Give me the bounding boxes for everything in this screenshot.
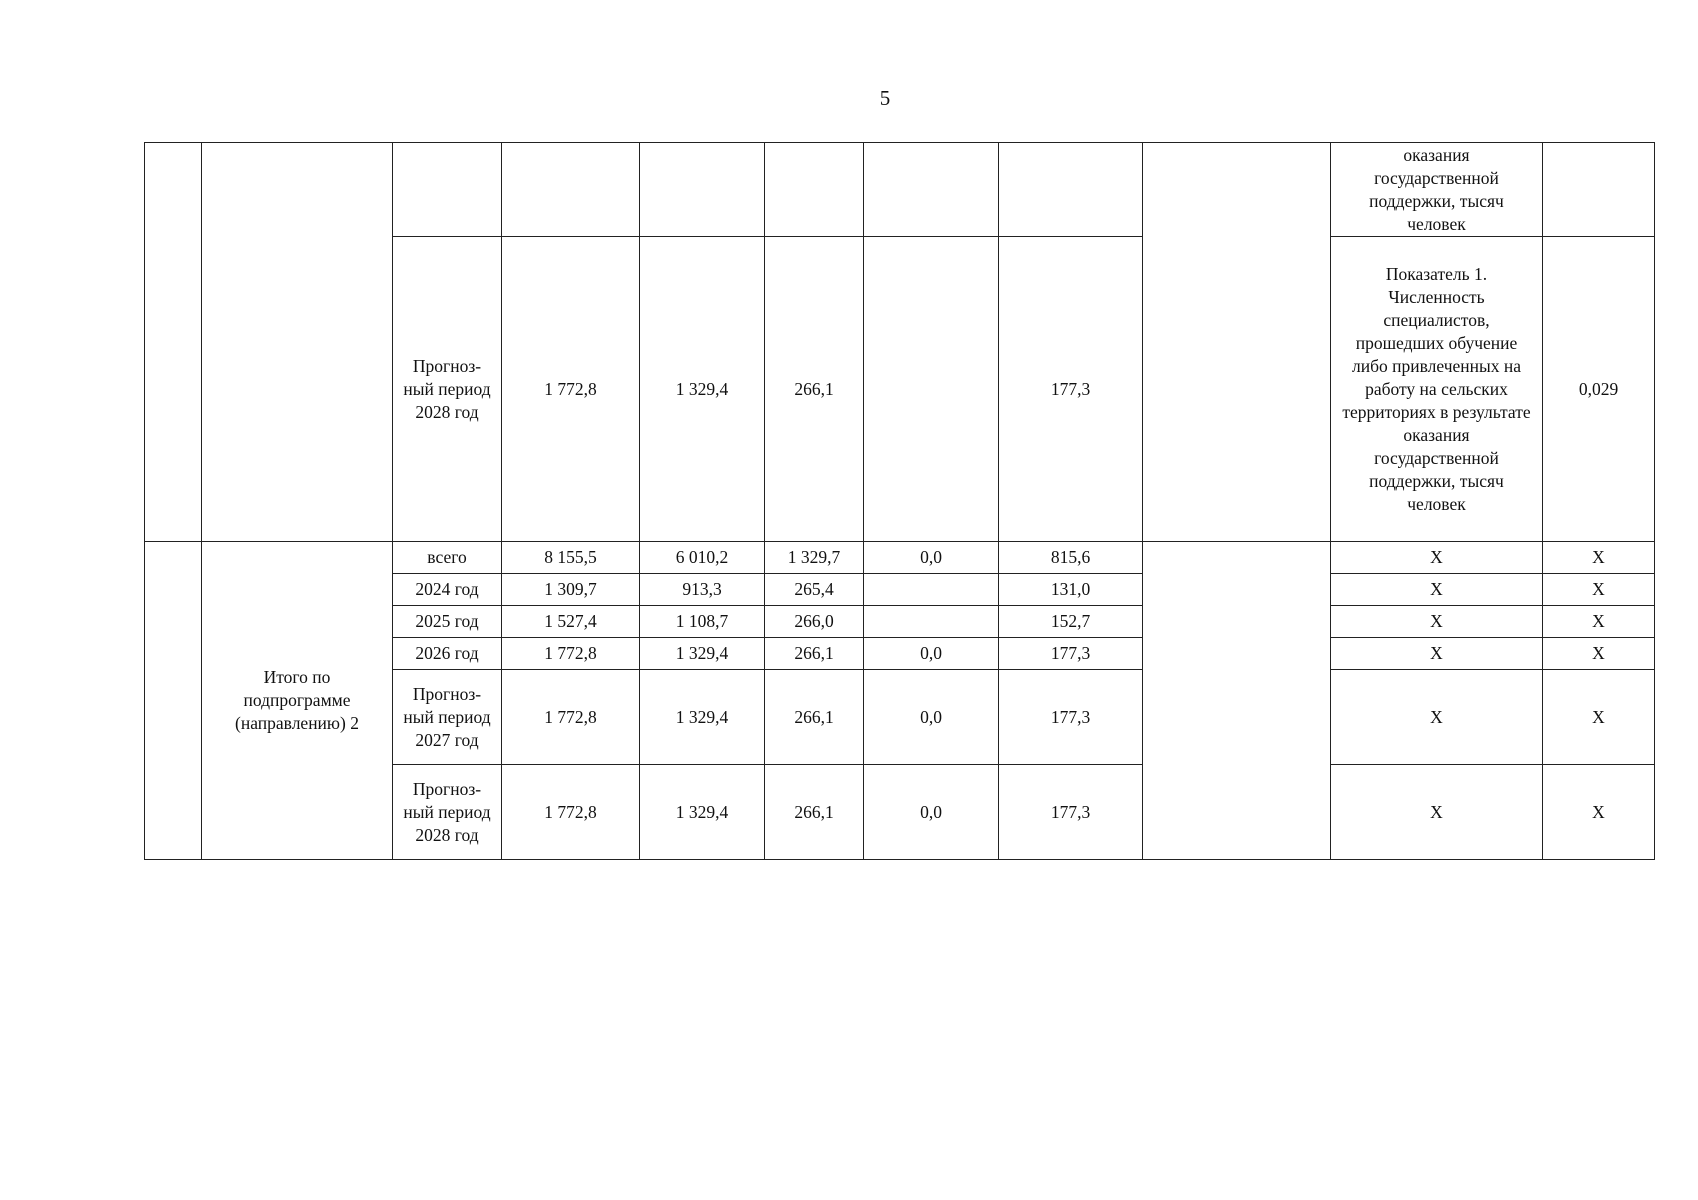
value-cell: [999, 143, 1143, 237]
period-cell: [393, 143, 502, 237]
indicator-value-cell: X: [1543, 670, 1655, 765]
budget-table: [144, 142, 1655, 860]
indicator-cell: Показатель 1. Численность специалистов, прошедших обучение либо привлеченных на работу на сельских территориях в результате оказания государственной поддержки, тысяч человек: [1331, 237, 1543, 542]
value-cell: 913,3: [640, 574, 765, 606]
value-cell: 177,3: [999, 638, 1143, 670]
value-cell: 1 329,7: [765, 542, 864, 574]
period-cell: всего: [393, 542, 502, 574]
period-cell: 2024 год: [393, 574, 502, 606]
value-cell: 1 329,4: [640, 638, 765, 670]
indicator-value-cell: 0,029: [1543, 237, 1655, 542]
indicator-value-cell: X: [1543, 765, 1655, 860]
name-cell: [202, 143, 393, 542]
value-cell: 6 010,2: [640, 542, 765, 574]
value-cell: 266,1: [765, 638, 864, 670]
value-cell: 266,0: [765, 606, 864, 638]
value-cell: 177,3: [999, 765, 1143, 860]
value-cell: [864, 237, 999, 542]
value-cell: 0,0: [864, 638, 999, 670]
value-cell: 1 329,4: [640, 237, 765, 542]
value-cell: 1 772,8: [502, 765, 640, 860]
value-cell: 265,4: [765, 574, 864, 606]
value-cell: [864, 574, 999, 606]
indicator-cell: X: [1331, 542, 1543, 574]
period-cell: 2026 год: [393, 638, 502, 670]
value-cell: 1 772,8: [502, 638, 640, 670]
indicator-cell: X: [1331, 574, 1543, 606]
table-row: [145, 143, 1655, 237]
value-cell: 0,0: [864, 765, 999, 860]
value-cell: [640, 143, 765, 237]
value-cell: 266,1: [765, 237, 864, 542]
indicator-value-cell: X: [1543, 574, 1655, 606]
value-cell: 0,0: [864, 542, 999, 574]
period-cell: 2025 год: [393, 606, 502, 638]
value-cell: 266,1: [765, 670, 864, 765]
value-cell: 1 527,4: [502, 606, 640, 638]
num-cell: [145, 542, 202, 860]
executor-cell: [1143, 143, 1331, 542]
value-cell: 152,7: [999, 606, 1143, 638]
indicator-cell: X: [1331, 670, 1543, 765]
page-number: 5: [879, 86, 891, 110]
value-cell: 177,3: [999, 670, 1143, 765]
num-cell: [145, 143, 202, 542]
value-cell: 131,0: [999, 574, 1143, 606]
value-cell: 0,0: [864, 670, 999, 765]
value-cell: [765, 143, 864, 237]
value-cell: 1 108,7: [640, 606, 765, 638]
value-cell: 1 329,4: [640, 765, 765, 860]
value-cell: 1 329,4: [640, 670, 765, 765]
indicator-cell: X: [1331, 606, 1543, 638]
period-cell: Прогноз-ный период 2027 год: [393, 670, 502, 765]
value-cell: 8 155,5: [502, 542, 640, 574]
value-cell: [864, 606, 999, 638]
value-cell: 1 772,8: [502, 237, 640, 542]
value-cell: 1 309,7: [502, 574, 640, 606]
value-cell: 1 772,8: [502, 670, 640, 765]
indicator-value-cell: X: [1543, 638, 1655, 670]
subtotal-label: Итого по подпрограмме (направлению) 2: [202, 542, 393, 860]
indicator-value-cell: X: [1543, 606, 1655, 638]
value-cell: [502, 143, 640, 237]
indicator-cell: X: [1331, 638, 1543, 670]
indicator-cell: X: [1331, 765, 1543, 860]
indicator-value-cell: [1543, 143, 1655, 237]
table-row: [145, 542, 1655, 574]
period-cell: Прогноз-ный период 2028 год: [393, 765, 502, 860]
period-cell: Прогноз-ный период 2028 год: [393, 237, 502, 542]
indicator-value-cell: X: [1543, 542, 1655, 574]
value-cell: 177,3: [999, 237, 1143, 542]
value-cell: 266,1: [765, 765, 864, 860]
executor-cell: [1143, 542, 1331, 860]
value-cell: [864, 143, 999, 237]
indicator-cell: оказания государственной поддержки, тысяч человек: [1331, 143, 1543, 237]
value-cell: 815,6: [999, 542, 1143, 574]
